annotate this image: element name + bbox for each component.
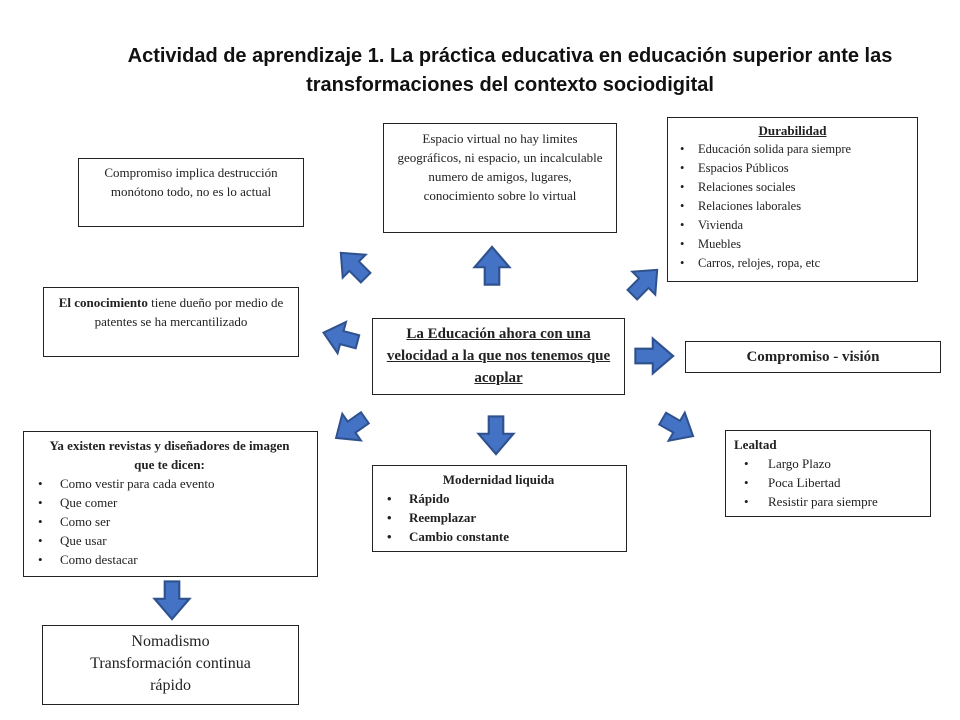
compromiso-destruccion-text: Compromiso implica destrucción monótono todo, no es lo actual — [104, 165, 278, 199]
nomadismo-box — [42, 625, 299, 705]
nomadismo-line-1: Nomadismo — [131, 633, 210, 650]
nomadismo-line-3: rápido — [150, 677, 191, 694]
arrow-down-nomadismo — [155, 581, 190, 619]
list-item: • Rápido — [377, 489, 620, 508]
list-item: • Como vestir para cada evento — [28, 474, 311, 493]
lealtad-box — [725, 430, 931, 517]
list-item: • Que usar — [28, 531, 311, 550]
title-line-1: Actividad de aprendizaje 1. La práctica educativa en educación superior ante las — [127, 45, 893, 67]
list-item: • Vivienda — [672, 216, 913, 235]
modernidad-heading: Modernidad liquida — [442, 472, 555, 487]
modernidad-list — [377, 489, 620, 546]
conocimiento-bold: El conocimiento — [58, 295, 148, 310]
list-item: • Muebles — [672, 235, 913, 254]
list-item: • Largo Plazo — [734, 454, 924, 473]
lealtad-list — [734, 454, 924, 511]
list-item: • Que comer — [28, 493, 311, 512]
revistas-list — [28, 474, 311, 569]
durabilidad-list — [672, 140, 913, 273]
list-item: • Relaciones laborales — [672, 197, 913, 216]
arrow-right — [635, 339, 673, 374]
compromiso-vision-text: Compromiso - visión — [746, 349, 880, 365]
list-item: • Cambio constante — [377, 527, 620, 546]
list-item: • Relaciones sociales — [672, 178, 913, 197]
revistas-box — [23, 431, 318, 577]
espacio-virtual-box — [383, 123, 617, 233]
lealtad-heading: Lealtad — [734, 437, 777, 452]
modernidad-box — [372, 465, 627, 552]
conocimiento-rest: tiene dueño por medio de patentes se ha mercantilizado — [94, 295, 284, 329]
nomadismo-line-2: Transformación continua — [90, 655, 251, 672]
title-line-2: transformaciones del contexto sociodigital — [306, 74, 714, 96]
list-item: • Espacios Públicos — [672, 159, 913, 178]
center-text: La Educación ahora con una velocidad a la que nos tenemos que acoplar — [386, 326, 611, 386]
compromiso-destruccion-box — [78, 158, 304, 227]
arrow-up-left — [329, 241, 377, 289]
list-item: • Poca Libertad — [734, 473, 924, 492]
center-box — [372, 318, 625, 395]
conocimiento-text — [52, 293, 290, 331]
durabilidad-heading: Durabilidad — [758, 123, 827, 138]
revistas-heading: Ya existen revistas y diseñadores de imagen que te dicen: — [49, 438, 290, 472]
arrow-left — [319, 317, 361, 357]
list-item: • Carros, relojes, ropa, etc — [672, 254, 913, 273]
durabilidad-box — [667, 117, 918, 282]
arrow-up-right — [621, 258, 669, 306]
arrow-down — [479, 416, 514, 454]
espacio-virtual-text: Espacio virtual no hay limites geográficos, ni espacio, un incalculable numero de amigos, lugares, conocimiento sobre lo virtual — [397, 131, 603, 203]
arrow-down-left — [327, 405, 374, 452]
list-item: • Como ser — [28, 512, 311, 531]
list-item: • Reemplazar — [377, 508, 620, 527]
conocimiento-box — [43, 287, 299, 357]
list-item: • Educación solida para siempre — [672, 140, 913, 159]
arrow-up — [475, 247, 510, 285]
list-item: • Resistir para siempre — [734, 492, 924, 511]
arrow-down-right — [655, 405, 702, 451]
list-item: • Como destacar — [28, 550, 311, 569]
compromiso-vision-box — [685, 341, 941, 373]
